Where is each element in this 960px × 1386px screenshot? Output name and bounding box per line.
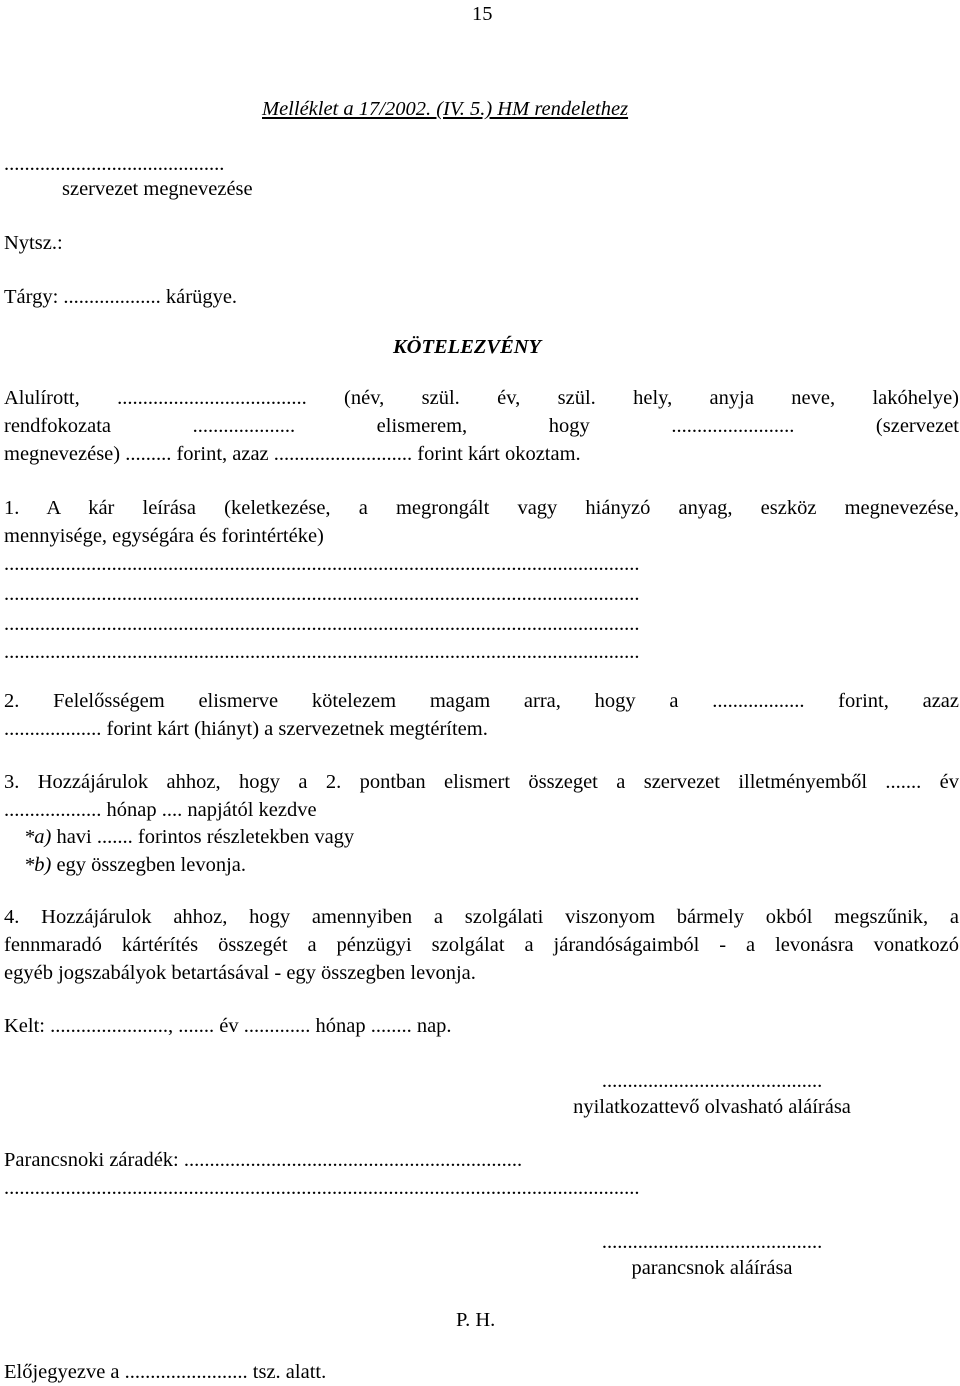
org-dots: ........................................... — [4, 153, 225, 175]
point-4-line-3: egyéb jogszabályok betartásával - egy összegben levonja. — [4, 962, 476, 984]
intro-line-1: Alulírott, ..................................... (név, szül. év, szül. hely, anyja neve, lakóhelye) — [4, 387, 959, 409]
point-1-dotline: ............................................................................................................................ — [4, 613, 640, 635]
point-1-dotline: ............................................................................................................................ — [4, 553, 640, 575]
reg-number: Nytsz.: — [4, 232, 63, 254]
command-clause-line-2: ............................................................................................................................ — [4, 1177, 640, 1199]
point-3-line-2: ................... hónap .... napjától kezdve — [4, 799, 317, 821]
point-4-line-1: 4. Hozzájárulok ahhoz, hogy amennyiben a szolgálati viszonyom bármely okból megszűnik, a — [4, 906, 959, 928]
command-clause-line-1: Parancsnoki záradék: .................................................................. — [4, 1149, 523, 1171]
page-number: 15 — [472, 3, 493, 25]
option-b-label: *b) — [24, 854, 52, 876]
point-1-dotline: ............................................................................................................................ — [4, 583, 640, 605]
org-label: szervezet megnevezése — [62, 178, 253, 200]
stamp-place: P. H. — [456, 1309, 496, 1331]
annex-title: Melléklet a 17/2002. (IV. 5.) HM rendelethez — [262, 98, 629, 120]
declarant-signature-label: nyilatkozattevő olvasható aláírása — [573, 1096, 851, 1118]
point-4-line-2: fennmaradó kártérítés összegét a pénzügyi szolgálat a járandóságaimból - a levonásra vonatkozó — [4, 934, 959, 956]
option-b-text: egy összegben levonja. — [51, 854, 247, 876]
intro-line-2: rendfokozata .................... elismerem, hogy ........................ (szervezet — [4, 415, 959, 437]
point-3-line-1: 3. Hozzájárulok ahhoz, hogy a 2. pontban elismert összeget a szervezet illetményemből ....... év — [4, 771, 959, 793]
point-2-line-1: 2. Felelősségem elismerve kötelezem magam arra, hogy a .................. forint, azaz — [4, 690, 959, 712]
declarant-signature-dots: ........................................... — [601, 1070, 823, 1092]
intro-line-3: megnevezése) ......... forint, azaz ........................... forint kárt okoztam. — [4, 443, 581, 465]
registered-line: Előjegyezve a ........................ tsz. alatt. — [4, 1361, 327, 1383]
point-1-line-1: 1. A kár leírása (keletkezése, a megrongált vagy hiányzó anyag, eszköz megnevezése, — [4, 497, 959, 519]
point-3-option-a — [24, 823, 354, 851]
option-a-text: havi ....... forintos részletekben vagy — [51, 826, 355, 848]
dated-line: Kelt: ......................., ....... év ............. hónap ........ nap. — [4, 1015, 452, 1037]
point-1-dotline: ............................................................................................................................ — [4, 641, 640, 663]
document-title: KÖTELEZVÉNY — [393, 336, 542, 358]
option-a-label: *a) — [24, 826, 52, 848]
commander-signature-dots: ........................................... — [601, 1231, 823, 1253]
commander-signature-label: parancsnok aláírása — [631, 1257, 793, 1279]
point-1-line-2: mennyisége, egységára és forintértéke) — [4, 525, 324, 547]
point-3-option-b — [24, 851, 246, 879]
point-2-line-2: ................... forint kárt (hiányt) a szervezetnek megtérítem. — [4, 718, 488, 740]
subject-line: Tárgy: ................... kárügye. — [4, 286, 238, 308]
